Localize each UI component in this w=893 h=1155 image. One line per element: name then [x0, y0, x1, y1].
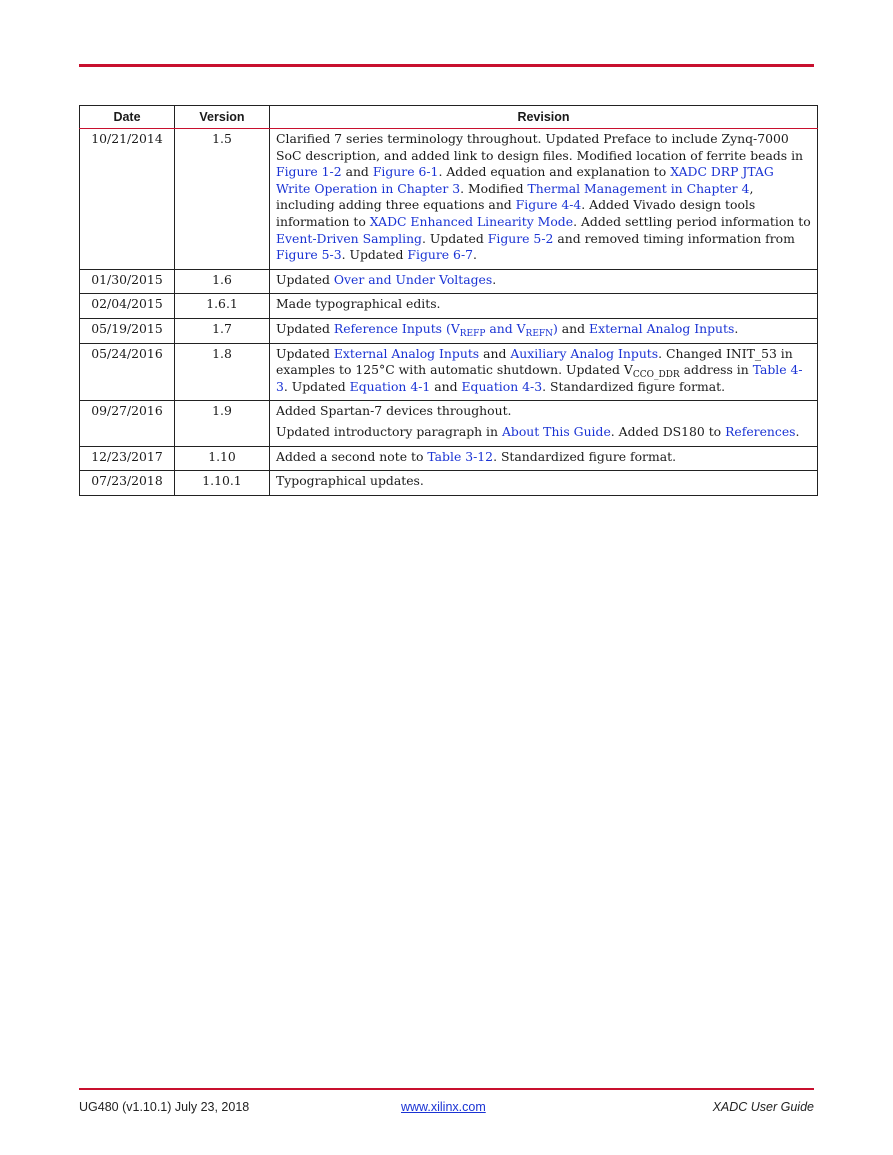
revision-cell	[270, 343, 818, 401]
table-row	[80, 294, 818, 319]
table-row	[80, 401, 818, 446]
revision-text: . Added settling period information to	[573, 213, 811, 229]
version-cell: 1.9	[175, 401, 270, 446]
table-row	[80, 269, 818, 294]
revision-text: Updated	[276, 345, 334, 361]
figure-6-7-link[interactable]: Figure 6-7	[407, 247, 474, 263]
revision-history-table	[79, 105, 818, 496]
version-cell: 1.8	[175, 343, 270, 401]
version-cell: 1.5	[175, 129, 270, 270]
revision-text: . Added Vivado design tools information to	[276, 197, 756, 229]
date-cell: 05/24/2016	[80, 343, 175, 401]
about-this-guide-link[interactable]: About This Guide	[501, 423, 611, 439]
revision-text: .	[795, 423, 800, 439]
revision-text: and	[430, 378, 462, 394]
xadc-enhanced-linearity-link[interactable]: XADC Enhanced Linearity Mode	[369, 213, 574, 229]
revision-text: . Modified	[460, 180, 528, 196]
version-column-header: Version	[175, 106, 270, 129]
external-analog-inputs-link[interactable]: External Analog Inputs	[589, 320, 735, 336]
table-row	[80, 129, 818, 270]
thermal-management-link[interactable]: Thermal Management in Chapter 4	[527, 180, 750, 196]
revision-cell	[270, 318, 818, 343]
revision-text: Updated introductory paragraph in	[276, 423, 502, 439]
version-cell: 1.6	[175, 269, 270, 294]
revision-text: and	[341, 164, 373, 180]
revision-text: and removed timing information from	[553, 230, 795, 246]
equation-4-3-link[interactable]: Equation 4-3	[461, 378, 543, 394]
version-cell: 1.10	[175, 446, 270, 471]
header-rule	[79, 64, 814, 67]
table-row	[80, 318, 818, 343]
figure-5-3-link[interactable]: Figure 5-3	[276, 247, 342, 263]
table-3-12-link[interactable]: Table 3-12	[427, 448, 494, 464]
subscript: CCO_DDR	[632, 370, 680, 381]
revision-text: Made typographical edits.	[276, 296, 441, 312]
link-text: Reference Inputs (V	[333, 320, 460, 336]
revision-text: . Changed INIT_53 in examples to 125°C with automatic shutdown. Updated V	[276, 345, 793, 378]
auxiliary-analog-inputs-link[interactable]: Auxiliary Analog Inputs	[510, 345, 659, 361]
date-cell: 09/27/2016	[80, 401, 175, 446]
revision-text: . Updated	[422, 230, 488, 246]
revision-cell	[270, 401, 818, 446]
figure-6-1-link[interactable]: Figure 6-1	[372, 164, 439, 180]
revision-text: Typographical updates.	[276, 473, 424, 489]
version-cell: 1.6.1	[175, 294, 270, 319]
over-under-voltages-link[interactable]: Over and Under Voltages	[333, 271, 493, 287]
xadc-drp-jtag-write-link[interactable]: XADC DRP JTAG Write Operation in Chapter 3	[276, 164, 774, 196]
table-row	[80, 343, 818, 401]
revision-text: .	[473, 247, 477, 263]
version-cell: 1.10.1	[175, 471, 270, 496]
revision-text: Clarified 7 series terminology throughout. Updated Preface to include Zynq-7000 SoC description, and added link to design files. Modified location of ferrite beads in	[276, 131, 804, 163]
revision-text: Updated	[276, 320, 334, 336]
reference-inputs-link[interactable]	[333, 320, 558, 339]
revision-cell	[270, 129, 818, 270]
footer-doc-id: UG480 (v1.10.1) July 23, 2018	[79, 1100, 250, 1114]
external-analog-inputs-link[interactable]: External Analog Inputs	[333, 345, 480, 361]
revision-text: . Updated	[283, 378, 350, 394]
date-cell: 12/23/2017	[80, 446, 175, 471]
equation-4-1-link[interactable]: Equation 4-1	[349, 378, 431, 394]
revision-text: Updated	[276, 271, 334, 287]
revision-text: Added a second note to	[276, 448, 428, 464]
revision-text: .	[734, 320, 739, 336]
date-cell: 07/23/2018	[80, 471, 175, 496]
revision-column-header: Revision	[270, 106, 818, 129]
revision-text: . Standardized figure format.	[493, 448, 677, 464]
table-header-row	[80, 106, 818, 129]
revision-text: address in	[679, 362, 753, 378]
revision-paragraph: Added Spartan-7 devices throughout.	[276, 403, 512, 419]
revision-text: , including adding three equations and	[276, 180, 754, 213]
revision-text: . Updated	[341, 247, 408, 263]
date-cell: 01/30/2015	[80, 269, 175, 294]
revision-text: and	[557, 320, 590, 336]
revision-text: . Added equation and explanation to	[438, 164, 671, 180]
revision-paragraph	[276, 424, 811, 441]
figure-1-2-link[interactable]: Figure 1-2	[276, 164, 342, 180]
event-driven-sampling-link[interactable]: Event-Driven Sampling	[276, 230, 422, 246]
date-cell: 10/21/2014	[80, 129, 175, 270]
subscript: REFP	[459, 328, 486, 339]
date-cell: 05/19/2015	[80, 318, 175, 343]
revision-cell	[270, 294, 818, 319]
revision-text: . Standardized figure format.	[542, 378, 726, 394]
figure-4-4-link[interactable]: Figure 4-4	[515, 197, 582, 213]
revision-cell	[270, 446, 818, 471]
revision-text: .	[492, 271, 497, 287]
link-text: )	[553, 320, 558, 336]
figure-5-2-link[interactable]: Figure 5-2	[487, 230, 554, 246]
revision-text: . Added DS180 to	[610, 423, 726, 439]
date-cell: 02/04/2015	[80, 294, 175, 319]
revision-text: and	[479, 345, 511, 361]
footer-rule	[79, 1088, 814, 1090]
subscript: REFN	[525, 328, 554, 339]
table-4-3-link[interactable]: Table 4-3	[276, 362, 803, 394]
revision-cell	[270, 471, 818, 496]
footer-website-link[interactable]: www.xilinx.com	[401, 1100, 486, 1114]
table-row	[80, 446, 818, 471]
version-cell: 1.7	[175, 318, 270, 343]
date-column-header: Date	[80, 106, 175, 129]
references-link[interactable]: References	[725, 423, 796, 439]
table-row	[80, 471, 818, 496]
link-text: and V	[485, 320, 526, 336]
revision-cell	[270, 269, 818, 294]
footer-doc-title: XADC User Guide	[712, 1100, 814, 1114]
